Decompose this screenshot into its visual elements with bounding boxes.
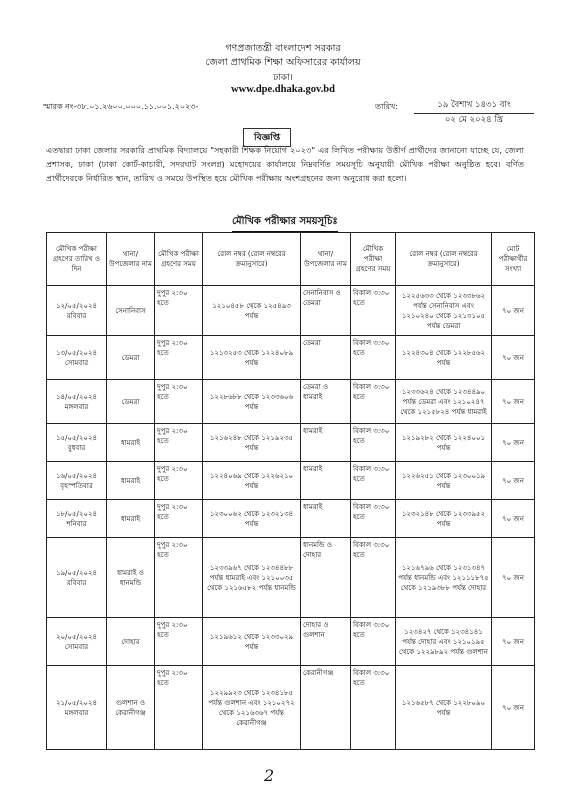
cell-thana-2: দোহার ও গুলশান (301, 618, 351, 666)
header-thana-1: থানা/ উপজেলার নাম (107, 233, 155, 286)
cell-thana-2: ধামরাই (301, 424, 351, 462)
cell-thana-1: দোহার (107, 618, 155, 666)
cell-roll-1: ১২১০৪৫৮ থেকে ১২৫৪৯৩ পর্যন্ত (203, 286, 301, 336)
notice-paragraph: এতদ্বারা ঢাকা জেলার সরকারি প্রাথমিক বিদ্যালয়ে "সহকারী শিক্ষক নিয়োগ ২০২৩" এর লিখিত পরীক্ষায় উত্তীর্ণ প্রার্থীদের জানানো যাচ্ছে যে, জেলা প্রশাসক, ঢাকা (ঢাকা কোর্ট-কাচারী, সদরঘাট সংলগ্ন) মহোদয়ের কার্যালয়ে নিম্নবর্ণিত সময়সূচি অনুযায়ী মৌখিক পরীক্ষা অনুষ্ঠিত হবে। বর্ণিত প্রার্থীদেরকে নির্ধারিত স্থান, তারিখ ও সময়ে উপস্থিত হয়ে মৌখিক পরীক্ষায় অংশগ্রহনের জন্য অনুরোধ করা হলো। (46, 145, 524, 183)
table-row (47, 286, 535, 336)
cell-roll-2: ১২১৯২৮২ থেকে ১২২৪০০১ পর্যন্ত (396, 424, 492, 462)
cell-thana-2: ডেমরা (301, 336, 351, 380)
cell-thana-2: ধানমন্ডি ও দোহার (301, 538, 351, 618)
header-time-1: মৌখিক পরীক্ষা গ্রহণের সময় (155, 233, 203, 286)
cell-roll-1: ১২২৯৯২৩ থেকে ১২৩৪১৮৫ পর্যন্ত গুলশান এবং ১২১০২৭২ থেকে ১২১৬৩৬৭ পর্যন্ত কেরানীগঞ্জ (203, 666, 301, 750)
cell-roll-2: ১২২৫৬৩৩ থেকে ১২৩৩৮৬২ পর্যন্ত সেনানিবাস এবং ১২১০২৪০ থেকে ১২১৩১০৫ পর্যন্ত ডেমরা (396, 286, 492, 336)
cell-time-1: দুপুর ২:৩০ হতে (155, 286, 203, 336)
cell-time-2: বিকাল ৩:৩০ হতে (351, 424, 396, 462)
cell-time-1: দুপুর ২:৩০ হতে (155, 538, 203, 618)
cell-date: ১৫/০৫/২০২৪ বুধবার (47, 424, 107, 462)
office-title: জেলা প্রাথমিক শিক্ষা অফিসারের কার্যালয় (205, 57, 361, 68)
cell-time-2: বিকাল ৩:৩০ হতে (351, 462, 396, 500)
cell-roll-2: ১২২৪৩০৪ থেকে ১২২৮৫৬২ পর্যন্ত (396, 336, 492, 380)
table-row (47, 380, 535, 424)
cell-thana-1: ধামরাই (107, 462, 155, 500)
table-row (47, 500, 535, 538)
page-number: 2 (264, 766, 275, 785)
cell-date: ১৬/০৫/২০২৪ বৃহস্পতিবার (47, 462, 107, 500)
cell-time-1: দুপুর ২:৩০ হতে (155, 380, 203, 424)
header-roll-2: রোল নম্বর (রোল নম্বরের ক্রমানুসারে) (396, 233, 492, 286)
govt-title: গণপ্রজাতন্ত্রী বাংলাদেশ সরকার (225, 43, 341, 54)
cell-roll-1: ১২২৪০৬৯ থেকে ১২২৬২১০ পর্যন্ত (203, 462, 301, 500)
header-roll-1: রোল নম্বর (রোল নম্বরের ক্রমানুসারে) (203, 233, 301, 286)
cell-thana-1: ডেমরা (107, 336, 155, 380)
date-label: তারিখ: (375, 102, 398, 111)
cell-time-2: বিকাল ৩:৩০ হতে (351, 538, 396, 618)
cell-roll-2: ১২২৬২৫১ থেকে ১২৩০০১৯ পর্যন্ত (396, 462, 492, 500)
cell-thana-2: ধামরাই (301, 500, 351, 538)
cell-time-2: বিকাল ৩:৩০ হতে (351, 286, 396, 336)
cell-roll-1: ১২২৮৬৮৮ থেকে ১২৩৩৬০৬ পর্যন্ত (203, 380, 301, 424)
header-date: মৌখিক পরীক্ষা গ্রহণের তারিখ ও দিন (47, 233, 107, 286)
cell-roll-1: ১২৩০০৬২ থেকে ১২৩২১৩৪ পর্যন্ত (203, 500, 301, 538)
cell-thana-1: ধামরাই ও ধানমন্ডি (107, 538, 155, 618)
table-header-row (47, 233, 535, 286)
date-english: ০২ মে ২০২৪ খ্রি (444, 115, 504, 125)
header-total: মোট পরীক্ষার্থীর সংখ্যা (492, 233, 535, 286)
table-row (47, 666, 535, 750)
cell-thana-1: ধামরাই (107, 500, 155, 538)
cell-time-2: বিকাল ৩:৩০ হতে (351, 380, 396, 424)
cell-date: ১৩/০৫/২০২৪ সোমবার (47, 336, 107, 380)
cell-time-2: বিকাল ৩:৩০ হতে (351, 666, 396, 750)
header-time-2: মৌখিক পরীক্ষা গ্রহণের সময় (351, 233, 396, 286)
cell-total: ৭০ জন (492, 380, 535, 424)
cell-date: ১৮/০৫/২০২৪ শনিবার (47, 500, 107, 538)
cell-roll-1: ১২১৬২৪৮ থেকে ১২১৯২৩৫ পর্যন্ত (203, 424, 301, 462)
cell-total: ৭০ জন (492, 286, 535, 336)
cell-thana-1: সেনানিবাস (107, 286, 155, 336)
cell-thana-2: ধামরাই (301, 462, 351, 500)
cell-roll-2: ১২১৬৭৯৬ থেকে ১২৩১৩৪৭ পর্যন্ত ধানমন্ডি এবং ১২১১১৮৭৫ থেকে ১২১৯৩৮৮ পর্যন্ত দোহার (396, 538, 492, 618)
office-city: ঢাকা। (273, 73, 293, 83)
cell-total: ৭০ জন (492, 336, 535, 380)
cell-date: ২০/০৫/২০২৪ সোমবার (47, 618, 107, 666)
cell-date: ১৯/০৫/২০২৪ রবিবার (47, 538, 107, 618)
cell-roll-2: ১২৩২১৪৮ থেকে ১২৩৩৯৫২ পর্যন্ত (396, 500, 492, 538)
cell-time-1: দুপুর ২:৩০ হতে (155, 618, 203, 666)
cell-thana-1: ডেমরা (107, 380, 155, 424)
cell-time-2: বিকাল ৩:৩০ হতে (351, 618, 396, 666)
cell-roll-2: ১২৩৩৬২৪ থেকে ১২৩৪৪৯০ পর্যন্ত ডেমরা এবং ১২১০২৪৭ থেকে ১২১৫৮২৪ পর্যন্ত ধামরাই (396, 380, 492, 424)
cell-total: ৭০ জন (492, 666, 535, 750)
cell-time-1: দুপুর ২:৩০ হতে (155, 336, 203, 380)
schedule-table (46, 232, 535, 750)
cell-total: ৭০ জন (492, 618, 535, 666)
cell-thana-2: সেনানিবাস ও ডেমরা (301, 286, 351, 336)
table-row (47, 618, 535, 666)
cell-date: ২১/০৫/২০২৪ মঙ্গলবার (47, 666, 107, 750)
cell-total: ৭০ জন (492, 424, 535, 462)
cell-date: ১২/০৫/২০২৪ রবিবার (47, 286, 107, 336)
cell-time-2: বিকাল ৩:৩০ হতে (351, 336, 396, 380)
cell-time-1: দুপুর ২:৩০ হতে (155, 424, 203, 462)
table-row (47, 336, 535, 380)
cell-roll-2: ১২১৬৫৮৭ থেকে ১২২৮০৯০ পর্যন্ত (396, 666, 492, 750)
memo-number: স্মারক নং-৩৮.০১.২৬০০.০০০.১১.০০১.২০২৩- (43, 102, 199, 111)
cell-thana-2: ডেমরা ও ধামরাই (301, 380, 351, 424)
cell-thana-1: ধামরাই (107, 424, 155, 462)
cell-roll-1: ১২১৯৬১২ থেকে ১২৩৩০২৯ পর্যন্ত (203, 618, 301, 666)
cell-date: ১৪/০৫/২০২৪ মঙ্গলবার (47, 380, 107, 424)
cell-roll-1: ১২১৩২৫৩ থেকে ১২২৪০৮৯ পর্যন্ত (203, 336, 301, 380)
cell-time-2: বিকাল ৩:৩০ হতে (351, 500, 396, 538)
cell-roll-2: ১২৩৪২৭ থেকে ১২৩৪১৪১ পর্যন্ত দোহার এবং ১২১০১৯৫ থেকে ১২২৯৮৯২ পর্যন্ত গুলশান (396, 618, 492, 666)
cell-total: ৭০ জন (492, 462, 535, 500)
cell-thana-2: কেরানীগঞ্জ (301, 666, 351, 750)
cell-time-1: দুপুর ২:৩০ হতে (155, 666, 203, 750)
cell-total: ৭০ জন (492, 500, 535, 538)
date-bangla: ১৯ বৈশাখ ১৪৩১ বাং (414, 98, 534, 114)
cell-time-1: দুপুর ২:৩০ হতে (155, 462, 203, 500)
cell-time-1: দুপুর ২:৩০ হতে (155, 500, 203, 538)
cell-thana-1: গুলশান ও কেরানীগঞ্জ (107, 666, 155, 750)
website-link[interactable]: www.dpe.dhaka.gov.bd (231, 84, 335, 95)
table-row (47, 424, 535, 462)
cell-total: ৭০ জন (492, 538, 535, 618)
notice-title: বিজ্ঞপ্তি (243, 128, 291, 147)
table-title: মৌখিক পরীক্ষার সময়সূচিঃ (232, 214, 338, 232)
table-row (47, 538, 535, 618)
cell-roll-1: ১২৩৩৯৬৭ থেকে ১২৩৪৪৮৮ পর্যন্ত ধামরাই এবং ১২১০০৩৫ থেকে ১২১৬৫৮২ পর্যন্ত ধানমন্ডি (203, 538, 301, 618)
header-thana-2: থানা/ উপজেলার নাম (301, 233, 351, 286)
table-row (47, 462, 535, 500)
